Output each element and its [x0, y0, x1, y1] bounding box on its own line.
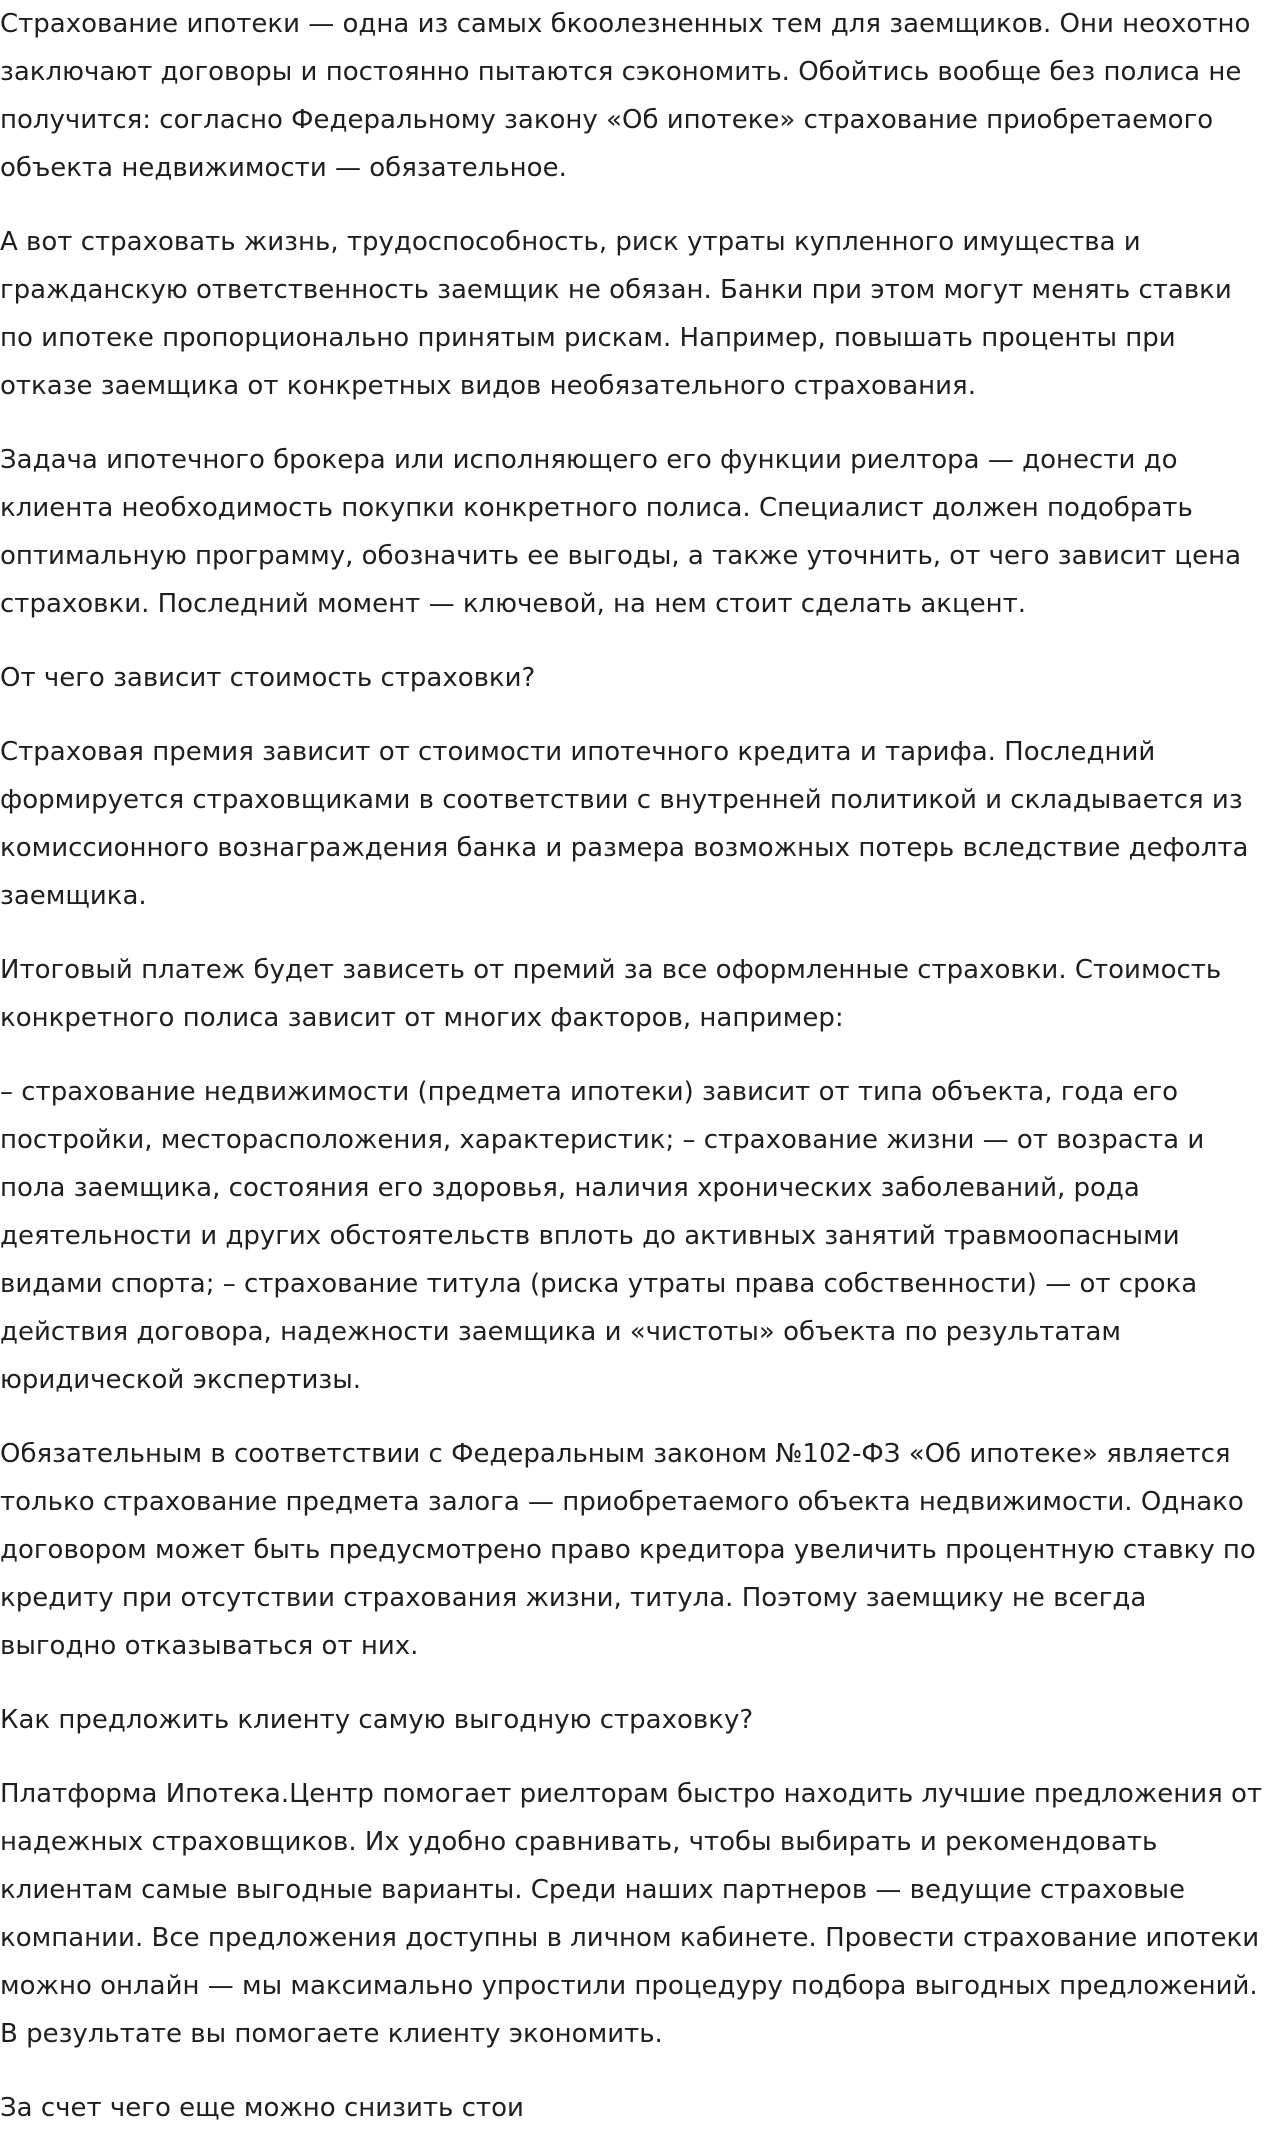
section-heading-cost-factors: От чего зависит стоимость страховки?: [0, 663, 536, 693]
paragraph-premium: Страховая премия зависит от стоимости ипотечного кредита и тарифа. Последний формируется страховщиками в соответствии с внутренней политикой и складывается из комиссионного вознаграждения банка и размера возможных потерь вследствие дефолта заемщика.: [0, 737, 1249, 911]
section-heading-reduce-cost: За счет чего еще можно снизить стои: [0, 2093, 524, 2123]
paragraph-intro: Страхование ипотеки — одна из самых бкоолезненных тем для заемщиков. Они неохотно заключают договоры и постоянно пытаются сэкономить. Обойтись вообще без полиса не получится: согласно Федеральному закону «Об ипотеке» страхование приобретаемого объекта недвижимости — обязательное.: [0, 9, 1251, 183]
paragraph-platform: Платформа Ипотека.Центр помогает риелторам быстро находить лучшие предложения от надежных страховщиков. Их удобно сравнивать, чтобы выбирать и рекомендовать клиентам самые выгодные варианты. Среди наших партнеров — ведущие страховые компании. Все предложения доступны в личном кабинете. Провести страхование ипотеки можно онлайн — мы максимально упростили процедуру подбора выгодных предложений. В результате вы помогаете клиенту экономить.: [0, 1779, 1263, 2049]
paragraph-broker-task: Задача ипотечного брокера или исполняющего его функции риелтора — донести до клиента необходимость покупки конкретного полиса. Специалист должен подобрать оптимальную программу, обозначить ее выгоды, а также уточнить, от чего зависит цена страховки. Последний момент — ключевой, на нем стоит сделать акцент.: [0, 445, 1242, 619]
section-heading-best-offer: Как предложить клиенту самую выгодную страховку?: [0, 1705, 754, 1735]
paragraph-total-payment: Итоговый платеж будет зависеть от премий за все оформленные страховки. Стоимость конкретного полиса зависит от многих факторов, например:: [0, 955, 1222, 1033]
paragraph-factors-list: – страхование недвижимости (предмета ипотеки) зависит от типа объекта, года его постройки, месторасположения, характеристик; – страхование жизни — от возраста и пола заемщика, состояния его здоровья, наличия хронических заболеваний, рода деятельности и других обстоятельств вплоть до активных занятий травмоопасными видами спорта; – страхование титула (риска утраты права собственности) — от срока действия договора, надежности заемщика и «чистоты» объекта по результатам юридической экспертизы.: [0, 1077, 1205, 1395]
paragraph-optional-insurance: А вот страховать жизнь, трудоспособность, риск утраты купленного имущества и гражданскую ответственность заемщик не обязан. Банки при этом могут менять ставки по ипотеке пропорционально принятым рискам. Например, повышать проценты при отказе заемщика от конкретных видов необязательного страхования.: [0, 227, 1232, 401]
paragraph-mandatory-law: Обязательным в соответствии с Федеральным законом №102-ФЗ «Об ипотеке» является только страхование предмета залога — приобретаемого объекта недвижимости. Однако договором может быть предусмотрено право кредитора увеличить процентную ставку по кредиту при отсутствии страхования жизни, титула. Поэтому заемщику не всегда выгодно отказываться от них.: [0, 1439, 1256, 1661]
